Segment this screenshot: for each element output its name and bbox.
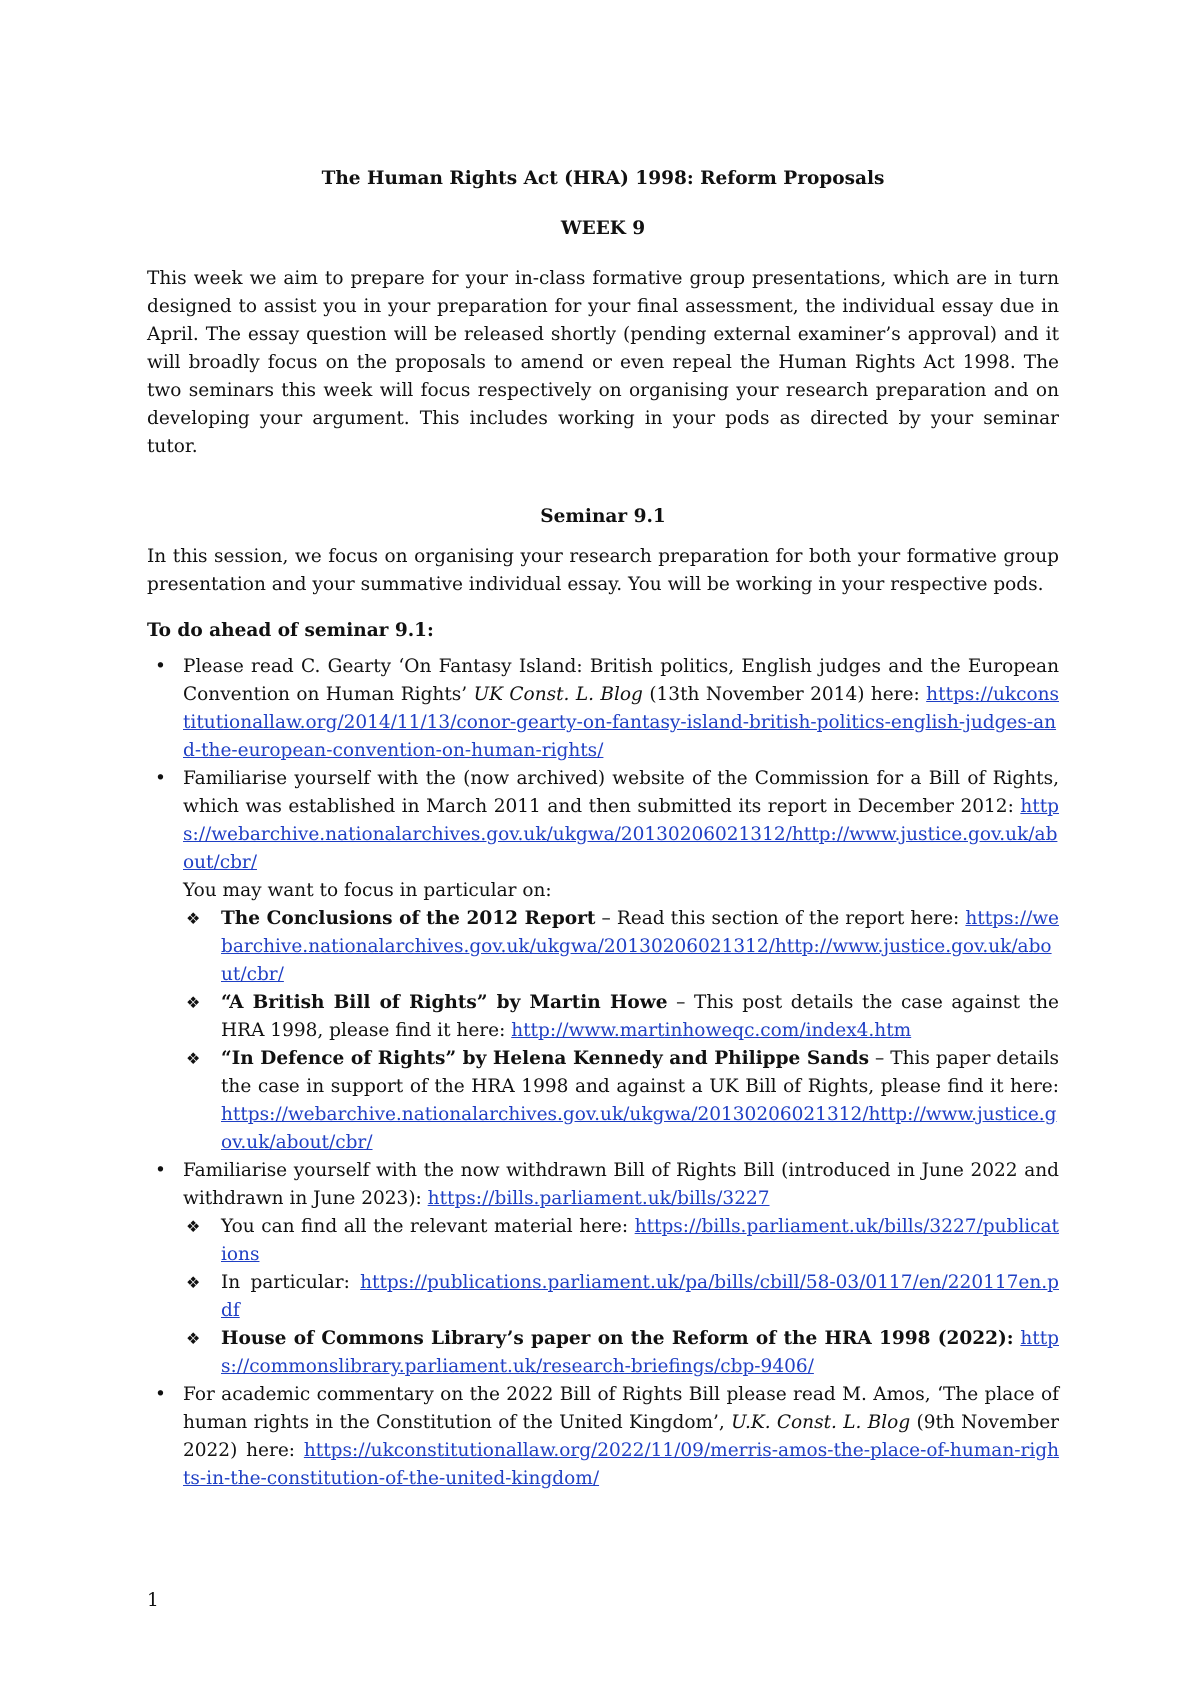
todo-heading: To do ahead of seminar 9.1: (147, 620, 434, 641)
seminar-heading: Seminar 9.1 (540, 506, 666, 527)
publications-link[interactable]: https://bills.parliament.uk/bills/3227/publications (221, 1216, 1059, 1265)
bill-link[interactable]: https://bills.parliament.uk/bills/3227 (427, 1188, 770, 1209)
amos-journal: U.K. Const. L. Blog (731, 1412, 911, 1433)
sub-item-text: – This paper details the case in support of the HRA 1998 and against a UK Bill of Rights, please find it here: (221, 1048, 1059, 1097)
commission-link[interactable]: https://webarchive.nationalarchives.gov.uk/ukgwa/20130206021312/http://www.justice.gov.uk/about/cbr/ (183, 796, 1059, 873)
commission-text: Familiarise yourself with the (now archived) website of the Commission for a Bill of Rights, which was established in March 2011 and then submitted its report in December 2012: (183, 768, 1059, 817)
sub-item-howe (183, 989, 1059, 1045)
sub-item-title: House of Commons Library’s paper on the Reform of the HRA 1998 (2022): (221, 1328, 1014, 1349)
sub-item-particular (183, 1269, 1059, 1325)
sub-item-title: “In Defence of Rights” by Helena Kennedy and Philippe Sands (221, 1048, 870, 1069)
bill-text: Familiarise yourself with the now withdrawn Bill of Rights Bill (introduced in June 2022 and withdrawn in June 2023): (183, 1160, 1059, 1209)
focus-text: You may want to focus in particular on: (183, 880, 552, 901)
list-item-commission (147, 765, 1059, 1157)
kennedy-sands-link[interactable]: https://webarchive.nationalarchives.gov.uk/ukgwa/20130206021312/http://www.justice.gov.uk/about/cbr/ (221, 1104, 1057, 1153)
list-item-bill (147, 1157, 1059, 1381)
page-number: 1 (147, 1590, 159, 1611)
sub-item-material (183, 1213, 1059, 1269)
reading-list (147, 653, 1059, 1493)
gearty-journal: UK Const. L. Blog (473, 684, 643, 705)
amos-text: For academic commentary on the 2022 Bill of Rights Bill please read M. Amos, ‘The place of human rights in the Constitution of the United Kingdom’, (183, 1384, 1059, 1433)
diamond-bullet-icon: ❖ (186, 909, 201, 928)
sub-item-text: You can find all the relevant material here: (221, 1216, 635, 1237)
sub-item-title: The Conclusions of the 2012 Report (221, 908, 596, 929)
gearty-date: (13th November 2014) here: (642, 684, 927, 705)
document-page (147, 165, 1059, 1493)
sub-item-kennedy-sands (183, 1045, 1059, 1157)
list-item-amos (147, 1381, 1059, 1493)
amos-link[interactable]: https://ukconstitutionallaw.org/2022/11/09/merris-amos-the-place-of-human-rights-in-the-constitution-of-the-united-kingdom/ (183, 1440, 1059, 1489)
sub-item-conclusions (183, 905, 1059, 989)
bill-pdf-link[interactable]: https://publications.parliament.uk/pa/bills/cbill/58-03/0117/en/220117en.pdf (221, 1272, 1059, 1321)
sub-item-text: – This post details the case against the HRA 1998, please find it here: (221, 992, 1059, 1041)
diamond-bullet-icon: ❖ (186, 1217, 201, 1236)
diamond-bullet-icon: ❖ (186, 1273, 201, 1292)
document-title: The Human Rights Act (HRA) 1998: Reform Proposals (321, 168, 885, 189)
gearty-link[interactable]: https://ukconstitutionallaw.org/2014/11/13/conor-gearty-on-fantasy-island-british-politics-english-judges-and-the-european-convention-on-human-rights/ (183, 684, 1060, 761)
intro-paragraph: This week we aim to prepare for your in-class formative group presentations, which are in turn designed to assist you in your preparation for your final assessment, the individual essay due in April. The essay question will be released shortly (pending external examiner’s approval) and it will broadly focus on the proposals to amend or even repeal the Human Rights Act 1998. The two seminars this week will focus respectively on organising your research preparation and on developing your argument. This includes working in your pods as directed by your seminar tutor. (147, 268, 1059, 457)
sub-item-commons-library (183, 1325, 1059, 1381)
gearty-text: Please read C. Gearty ‘On Fantasy Island: British politics, English judges and the European Convention on Human Rights’ (183, 656, 1059, 705)
bill-sublist (183, 1213, 1059, 1381)
sub-item-title: “A British Bill of Rights” by Martin Howe (221, 992, 668, 1013)
week-heading: WEEK 9 (560, 218, 646, 239)
howe-link[interactable]: http://www.martinhoweqc.com/index4.htm (511, 1020, 912, 1041)
commons-library-link[interactable]: https://commonslibrary.parliament.uk/research-briefings/cbp-9406/ (221, 1328, 1059, 1377)
diamond-bullet-icon: ❖ (186, 993, 201, 1012)
diamond-bullet-icon: ❖ (186, 1049, 201, 1068)
sub-item-text: In particular: (221, 1272, 361, 1293)
conclusions-link[interactable]: https://webarchive.nationalarchives.gov.uk/ukgwa/20130206021312/http://www.justice.gov.uk/about/cbr/ (221, 908, 1059, 985)
sub-item-text: – Read this section of the report here: (595, 908, 966, 929)
seminar-intro: In this session, we focus on organising your research preparation for both your formative group presentation and your summative individual essay. You will be working in your respective pods. (147, 546, 1059, 595)
amos-date: (9th November 2022) here: (183, 1412, 1060, 1461)
diamond-bullet-icon: ❖ (186, 1329, 201, 1348)
commission-sublist (183, 905, 1059, 1157)
list-item-gearty (147, 653, 1059, 765)
